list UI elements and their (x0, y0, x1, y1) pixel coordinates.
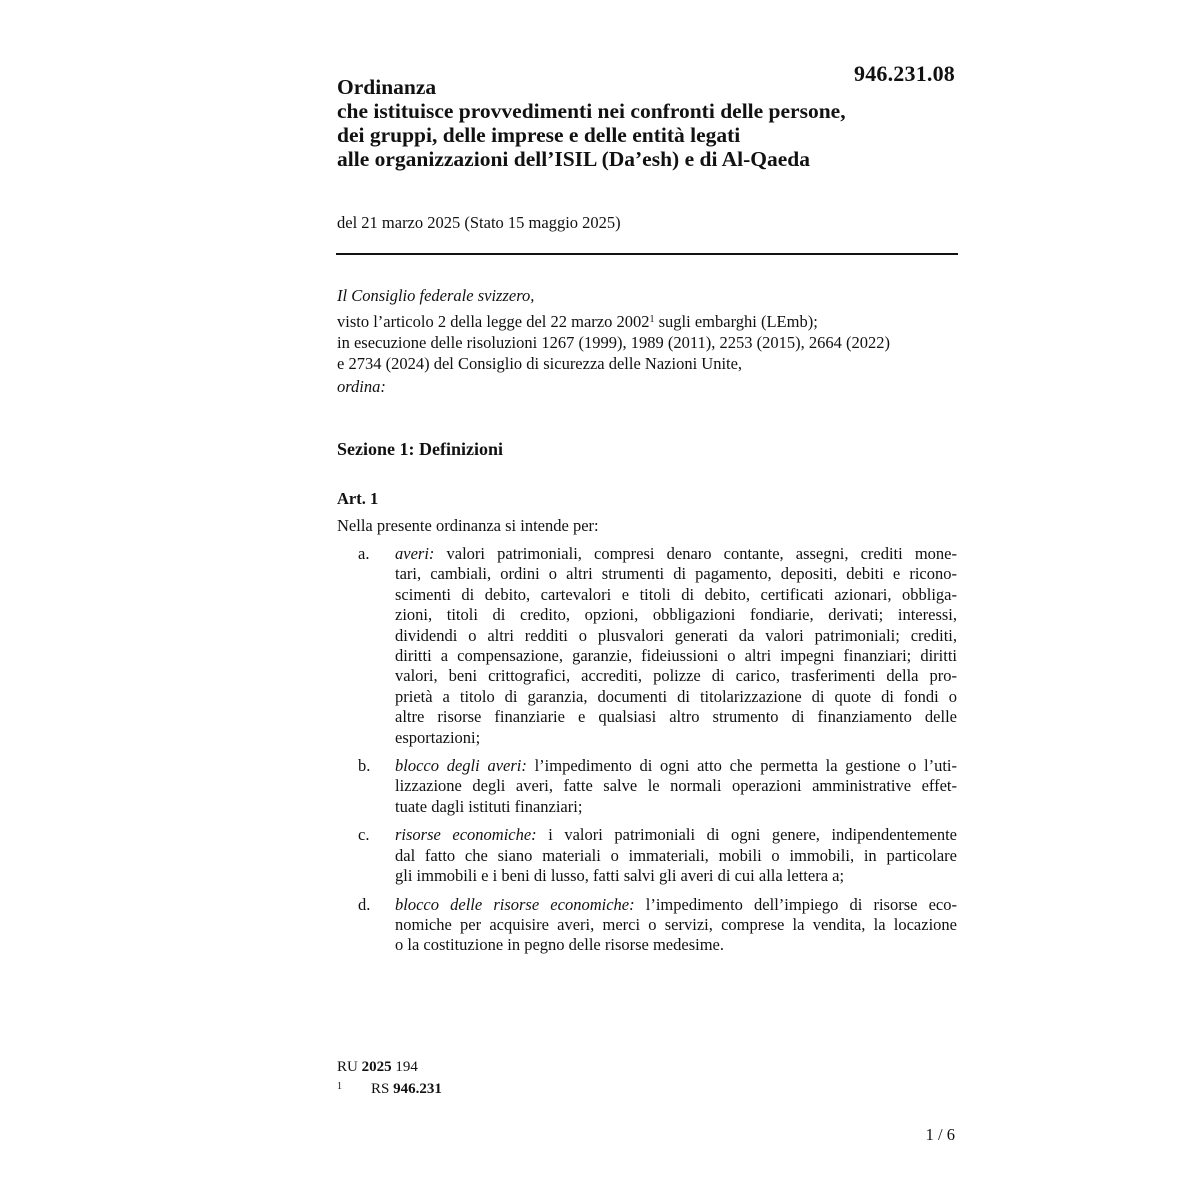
preamble-authority: Il Consiglio federale svizzero, (337, 286, 535, 305)
preamble-visto (337, 311, 957, 332)
definition-item (337, 756, 957, 817)
ru-year: 2025 (361, 1059, 392, 1075)
item-line (395, 544, 957, 564)
sr-number: 946.231.08 (854, 61, 955, 86)
item-letter: a. (358, 544, 370, 563)
article-intro: Nella presente ordinanza si intende per: (337, 516, 599, 535)
item-line (395, 776, 957, 796)
footnote-number: 1 (337, 1081, 342, 1092)
item-line (395, 756, 957, 776)
item-line (395, 626, 957, 646)
item-body (395, 895, 957, 956)
item-term: blocco delle risorse economiche: (395, 894, 635, 914)
article-title: Art. 1 (337, 489, 379, 508)
footnote-ref: 946.231 (393, 1081, 442, 1097)
item-line-text: zioni, titoli di credito, opzioni, obbligazioni fondiarie, derivati; interessi, (395, 605, 957, 625)
preamble-esecuzione-2: e 2734 (2024) del Consiglio di sicurezza delle Nazioni Unite, (337, 354, 743, 373)
preamble (337, 285, 957, 397)
item-line-text: l’impedimento di ogni atto che permetta la gestione o l’uti- (526, 756, 957, 776)
item-line-text: i valori patrimoniali di ogni genere, indipendentemente (536, 825, 958, 845)
item-line (395, 564, 957, 584)
item-line-text: l’impedimento dell’impiego di risorse eco- (634, 894, 957, 914)
item-line (395, 707, 957, 727)
footnote (337, 1081, 442, 1098)
definition-item (337, 895, 957, 956)
item-line-text: prietà a titolo di garanzia, documenti di titolarizzazione di quote di fondi o (395, 686, 957, 706)
title-line: Ordinanza (337, 75, 437, 99)
item-term: risorse economiche: (395, 825, 537, 845)
preamble-esecuzione-1: in esecuzione delle risoluzioni 1267 (1999), 1989 (2011), 2253 (2015), 2664 (2022) (337, 333, 890, 352)
item-line (395, 728, 957, 748)
definition-item (337, 544, 957, 748)
item-body (395, 544, 957, 748)
ru-number: 194 (391, 1059, 418, 1075)
visto-text: visto l’articolo 2 della legge del 22 marzo 2002 (337, 312, 650, 331)
item-line-text: dividendi o altri redditi o plusvalori generati da valori patrimoniali; crediti, (395, 625, 957, 645)
item-line-text: scimenti di debito, cartevalori e titoli di debito, certificati azionari, obbliga- (395, 584, 957, 604)
item-line (395, 866, 957, 886)
item-line (395, 797, 957, 817)
item-line-text: gli immobili e i beni di lusso, fatti salvi gli averi di cui alla lettera a; (395, 866, 845, 886)
item-term: averi: (395, 544, 435, 563)
item-line (395, 646, 957, 666)
item-line (395, 585, 957, 605)
item-line (395, 605, 957, 625)
item-line (395, 915, 957, 935)
footnote-ref-1[interactable]: 1 (649, 314, 655, 325)
date-line: del 21 marzo 2025 (Stato 15 maggio 2025) (337, 213, 621, 232)
document-title (337, 75, 977, 171)
item-line (395, 666, 957, 686)
visto-text-end: sugli embarghi (LEmb); (654, 312, 818, 331)
item-line-text: nomiche per acquisire averi, merci o servizi, comprese la vendita, la locazione (395, 914, 957, 934)
item-line (395, 935, 957, 955)
item-line-text: tuate dagli istituti finanziari; (395, 796, 583, 816)
item-line-text: dal fatto che siano materiali o immateriali, mobili o immobili, in particolare (395, 845, 957, 865)
page-number: 1 / 6 (925, 1125, 955, 1144)
item-line (395, 895, 957, 915)
item-term: blocco degli averi: (395, 756, 527, 776)
definition-item (337, 825, 957, 886)
item-line (395, 687, 957, 707)
item-line-text: diritti a compensazione, garanzie, fideiussioni o altri impegni finanziari; diritti (395, 646, 957, 666)
ru-reference (337, 1059, 418, 1076)
item-letter: c. (358, 825, 370, 845)
definition-list (337, 544, 957, 964)
item-line-text: lizzazione degli averi, fatte salve le normali operazioni amministrative effet- (395, 776, 957, 796)
item-letter: d. (358, 894, 371, 914)
item-line-text: o la costituzione in pegno delle risorse medesime. (395, 935, 724, 955)
item-line-text: valori patrimoniali, compresi denaro contante, assegni, crediti mone- (434, 544, 957, 563)
item-body (395, 825, 957, 886)
item-letter: b. (358, 756, 371, 776)
title-line: dei gruppi, delle imprese e delle entità legati (337, 123, 741, 147)
ru-prefix: RU (337, 1059, 362, 1075)
item-line-text: altre risorse finanziarie e qualsiasi altro strumento di finanziamento delle (395, 707, 957, 727)
item-line (395, 846, 957, 866)
title-line: alle organizzazioni dell’ISIL (Da’esh) e di Al-Qaeda (337, 147, 810, 171)
item-body (395, 756, 957, 817)
footnote-prefix: RS (371, 1081, 394, 1097)
item-line-text: valori, beni crittografici, accrediti, polizze di carico, trasferimenti della pro- (395, 666, 957, 686)
horizontal-rule (336, 253, 958, 255)
item-line-text: esportazioni; (395, 727, 481, 747)
item-line (395, 825, 957, 845)
item-line-text: tari, cambiali, ordini o altri strumenti di pagamento, depositi, debiti e ricono- (395, 564, 957, 584)
section-title: Sezione 1: Definizioni (337, 439, 503, 459)
title-line: che istituisce provvedimenti nei confronti delle persone, (337, 99, 846, 123)
preamble-ordina: ordina: (337, 377, 386, 396)
